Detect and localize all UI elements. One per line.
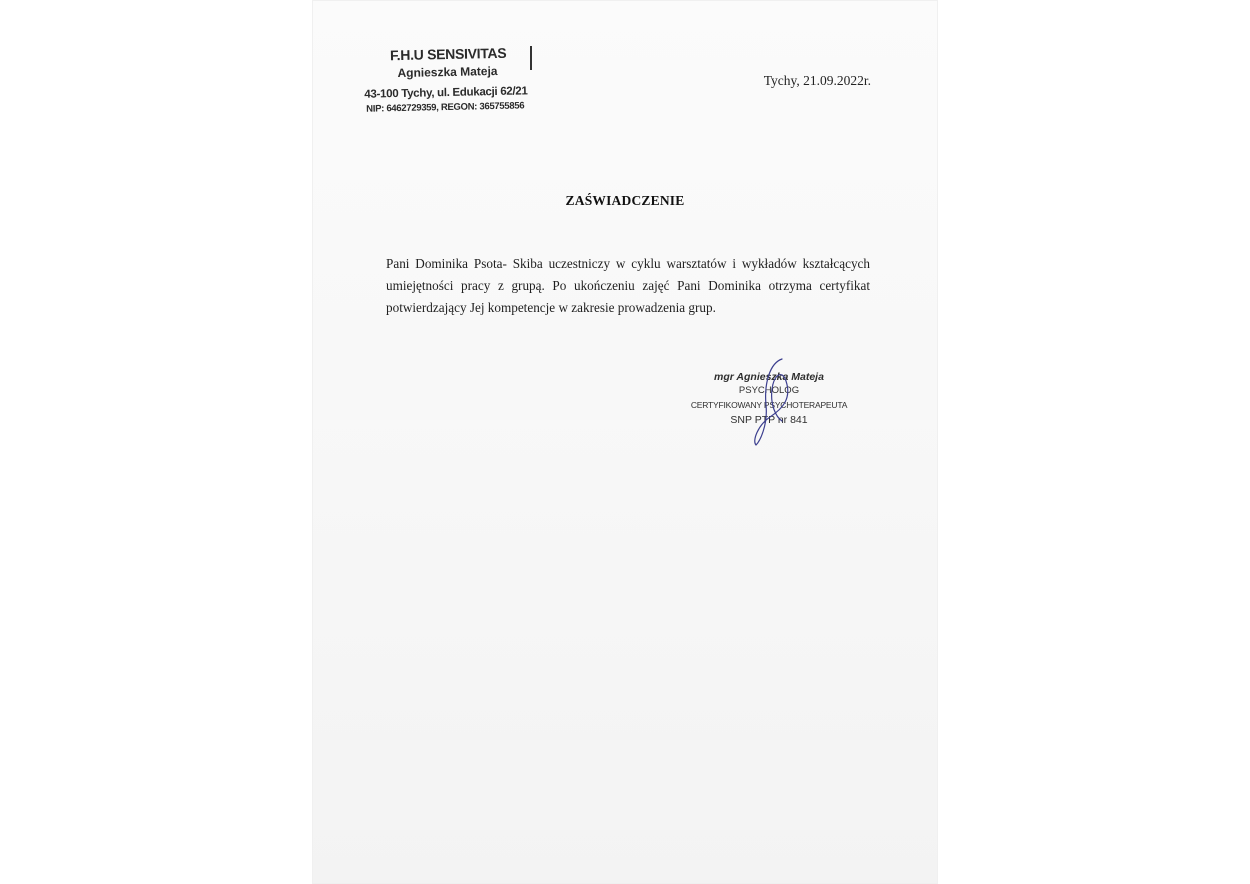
signature-certification: CERTYFIKOWANY PSYCHOTERAPEUTA [690,400,848,410]
stamp-address: 43-100 Tychy, ul. Edukacji 62/21 [364,85,528,101]
document-page [312,0,938,884]
stamp-company: F.H.U SENSIVITAS [389,44,507,64]
signature-name: mgr Agnieszka Mateja [714,371,824,383]
signature-number: SNP PTP nr 841 [730,414,808,426]
stamp-owner: Agnieszka Mateja [397,63,498,81]
company-stamp [352,44,543,120]
document-title: ZAŚWIADCZENIE [565,193,685,208]
signature-role: PSYCHOLOG [738,385,800,396]
stamp-ids: NIP: 6462729359, REGON: 365755856 [366,100,525,115]
stamp-edge-mark [530,46,532,70]
document-body: Pani Dominika Psota- Skiba uczestniczy w cyklu warsztatów i wykładów kształcących umiejętności pracy z grupą. Po ukończeniu zajęć Pani Dominika otrzyma certyfikat potwierdzający Jej kompetencje w zakresie prowadzenia grup. [386,256,870,315]
document-date: Tychy, 21.09.2022r. [763,73,871,88]
handwritten-signature [742,355,802,450]
